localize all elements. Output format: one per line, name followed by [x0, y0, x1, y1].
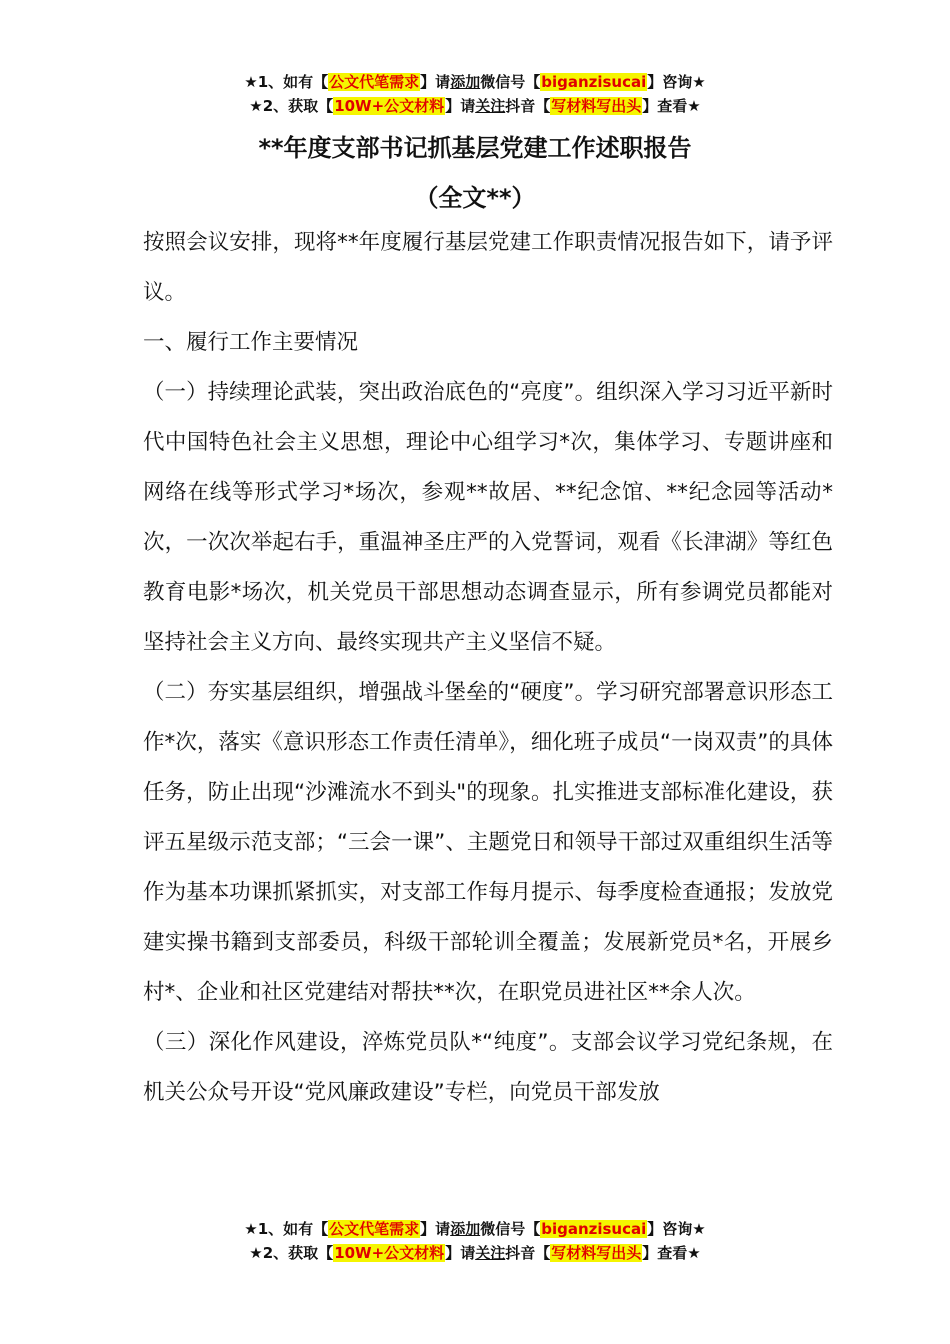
banner-text: ★2、获取【 [249, 1244, 334, 1262]
header-banner [0, 70, 950, 118]
banner-text: 】请 [420, 1220, 451, 1238]
banner-underlined: 关注 [475, 97, 506, 115]
banner-text: 微信号【 [480, 73, 541, 91]
banner-underlined: 关注 [475, 1244, 506, 1262]
banner-highlight: 写材料写出头 [551, 97, 642, 115]
section-heading: 一、履行工作主要情况 [143, 330, 359, 355]
banner-text: ★2、获取【 [249, 97, 334, 115]
banner-text: ★1、如有【 [244, 73, 329, 91]
banner-underlined: 添加 [450, 1220, 481, 1238]
banner-text: 】咨询★ [647, 1220, 706, 1238]
banner-text: 】查看★ [642, 97, 701, 115]
banner-highlight: biganzisucai [541, 1220, 647, 1238]
paragraph-2: （二）夯实基层组织，增强战斗堡垒的“硬度”。学习研究部署意识形态工作*次，落实《意识形态工作责任清单》，细化班子成员“一岗双责”的具体任务，防止出现“沙滩流水不到头"的现象。扎实推进支部标准化建设，获评五星级示范支部；“三会一课”、主题党日和领导干部过双重组织生活等作为基本功课抓紧抓实，对支部工作每月提示、每季度检查通报；发放党建实操书籍到支部委员，科级干部轮训全覆盖；发展新党员*名，开展乡村*、企业和社区党建结对帮扶**次，在职党员进社区**余人次。 [143, 680, 833, 1005]
banner-text: 】请 [445, 97, 476, 115]
banner-highlight: 写材料写出头 [551, 1244, 642, 1262]
banner-line-2 [0, 1241, 950, 1265]
banner-highlight: biganzisucai [541, 73, 647, 91]
document-body [143, 218, 833, 1118]
banner-highlight: 公文代笔需求 [329, 1220, 420, 1238]
banner-highlight: 10W+公文材料 [334, 1244, 445, 1262]
banner-text: 】请 [445, 1244, 476, 1262]
banner-text: 】咨询★ [647, 73, 706, 91]
paragraph-intro: 按照会议安排，现将**年度履行基层党建工作职责情况报告如下，请予评议。 [143, 230, 833, 305]
banner-text: 微信号【 [480, 1220, 541, 1238]
banner-line-1 [0, 1217, 950, 1241]
banner-highlight: 10W+公文材料 [334, 97, 445, 115]
banner-text: 抖音【 [505, 97, 551, 115]
document-title: **年度支部书记抓基层党建工作述职报告 [258, 134, 692, 162]
banner-underlined: 添加 [450, 73, 481, 91]
banner-text: ★1、如有【 [244, 1220, 329, 1238]
document-subtitle: （全文**） [414, 184, 536, 212]
banner-text: 抖音【 [505, 1244, 551, 1262]
footer-banner [0, 1217, 950, 1265]
banner-line-1 [0, 70, 950, 94]
banner-line-2 [0, 94, 950, 118]
banner-highlight: 公文代笔需求 [329, 73, 420, 91]
paragraph-3: （三）深化作风建设，淬炼党员队*“纯度”。支部会议学习党纪条规，在机关公众号开设“党风廉政建设”专栏，向党员干部发放 [143, 1030, 833, 1105]
banner-text: 】请 [420, 73, 451, 91]
banner-text: 】查看★ [642, 1244, 701, 1262]
paragraph-1: （一）持续理论武装，突出政治底色的“亮度”。组织深入学习习近平新时代中国特色社会主义思想，理论中心组学习*次，集体学习、专题讲座和网络在线等形式学习*场次，参观**故居、**纪念馆、**纪念园等活动*次，一次次举起右手，重温神圣庄严的入党誓词，观看《长津湖》等红色教育电影*场次，机关党员干部思想动态调查显示，所有参调党员都能对坚持社会主义方向、最终实现共产主义坚信不疑。 [143, 380, 833, 655]
